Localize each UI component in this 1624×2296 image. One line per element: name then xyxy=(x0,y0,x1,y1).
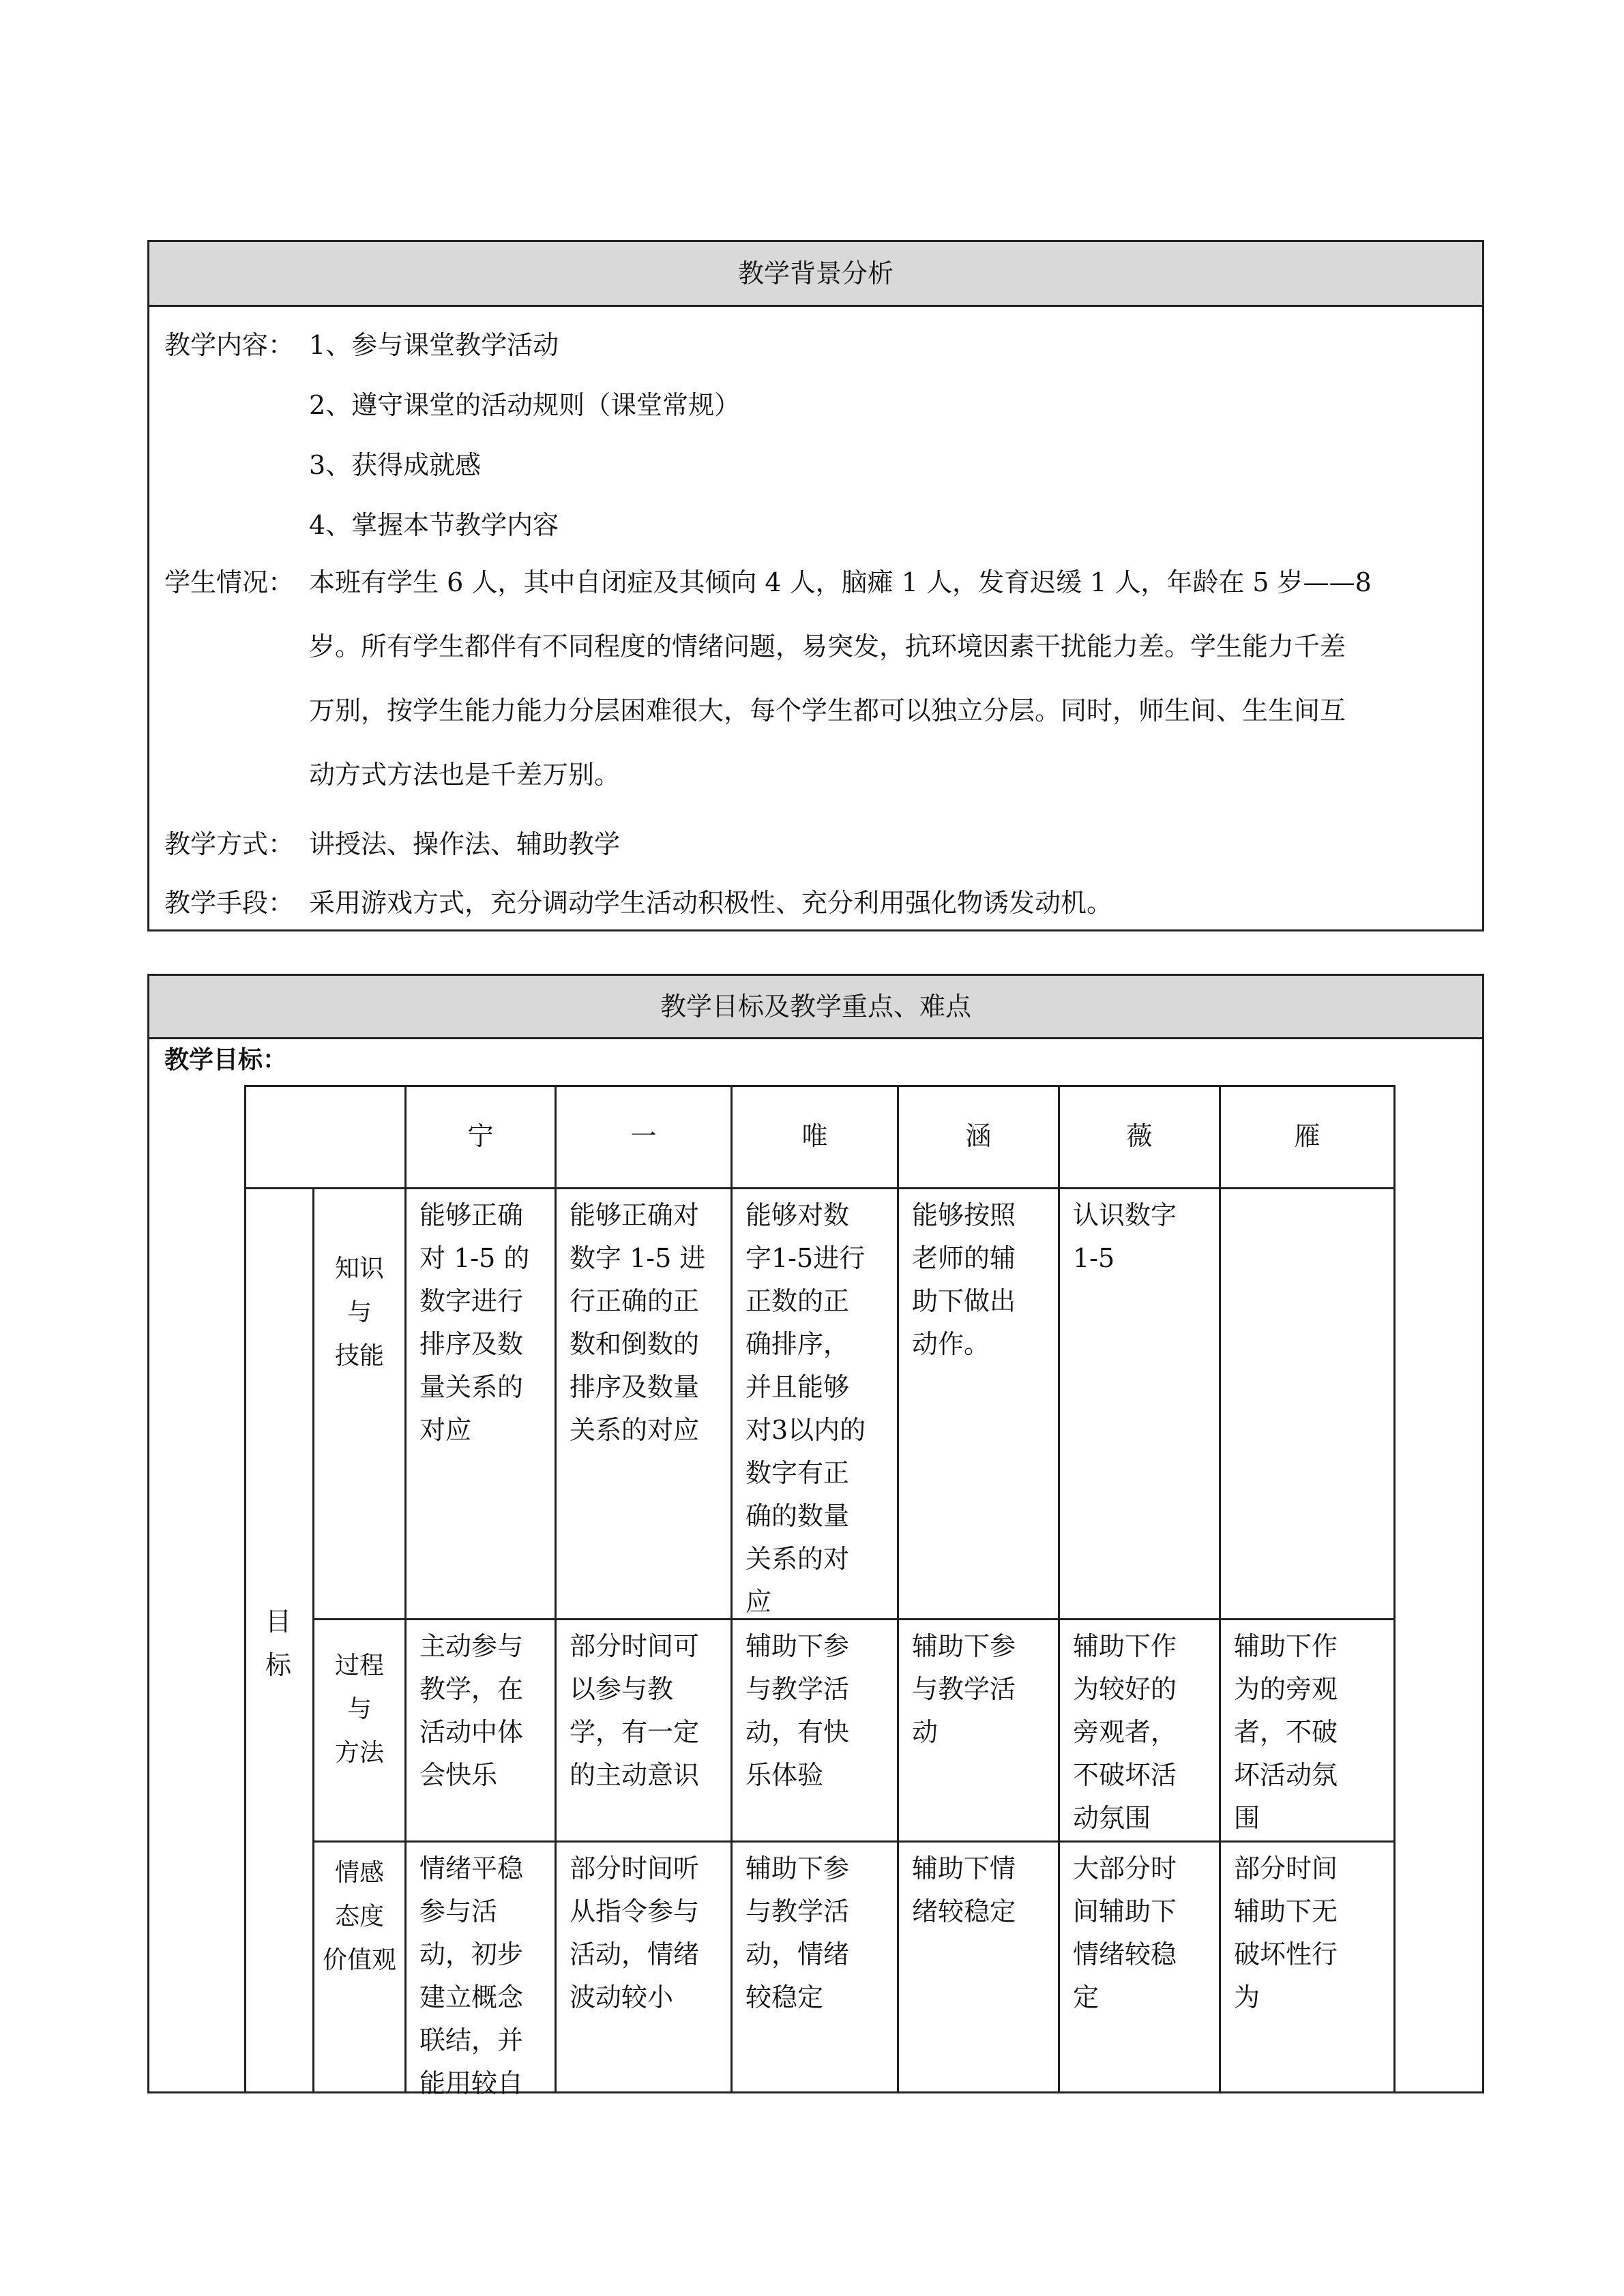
row-label: 与 xyxy=(346,1695,372,1723)
table-cell-line: 应 xyxy=(745,1587,772,1617)
table-cell-line: 数字进行 xyxy=(419,1286,524,1316)
table-cell-line: 关系的对 xyxy=(745,1544,850,1574)
table-cell-line: 动，有快 xyxy=(745,1717,850,1747)
objectives-table xyxy=(244,1085,1396,2098)
table-cell-line: 辅助下作 xyxy=(1234,1631,1338,1661)
means-text: 采用游戏方式，充分调动学生活动积极性、充分利用强化物诱发动机。 xyxy=(309,888,1113,918)
row-label: 技能 xyxy=(334,1342,384,1370)
table-cell-line: 波动较小 xyxy=(570,1982,674,2012)
students-line-3: 万别，按学生能力能力分层困难很大，每个学生都可以独立分层。同时，师生间、生生间互 xyxy=(309,696,1346,726)
table-cell-line: 主动参与 xyxy=(419,1631,524,1661)
content-item-2: 2、遵守课堂的活动规则（课堂常规） xyxy=(309,390,741,420)
table-cell-line: 以参与教 xyxy=(570,1674,674,1704)
means-label: 教学手段： xyxy=(164,888,295,918)
table-cell-line: 辅助下参 xyxy=(745,1631,850,1661)
table-cell-line: 乐体验 xyxy=(745,1760,824,1790)
table-cell-line: 能够正确 xyxy=(419,1200,524,1230)
objectives-section-title: 教学目标及教学重点、难点 xyxy=(149,976,1482,1039)
table-cell-line: 动氛围 xyxy=(1073,1803,1151,1833)
row-label: 价值观 xyxy=(322,1946,396,1974)
goal-label-2: 标 xyxy=(265,1650,291,1680)
table-cell-line: 并且能够 xyxy=(745,1372,850,1402)
table-cell-line: 动作。 xyxy=(912,1329,990,1359)
table-cell-line: 字1-5进行 xyxy=(745,1243,866,1273)
table-cell-line: 排序及数量 xyxy=(570,1372,700,1402)
table-cell-line: 活动，情绪 xyxy=(570,1939,700,1969)
table-cell-line: 情绪较稳 xyxy=(1073,1939,1177,1969)
table-cell-line: 辅助下无 xyxy=(1234,1896,1338,1926)
table-cell-line: 部分时间听 xyxy=(570,1853,700,1883)
table-cell-line: 参与活 xyxy=(419,1896,498,1926)
table-cell-line: 排序及数 xyxy=(419,1329,524,1359)
row-label: 方法 xyxy=(334,1739,384,1767)
background-analysis-section xyxy=(147,240,1484,931)
table-cell-line: 坏活动氛 xyxy=(1234,1760,1338,1790)
table-cell-line: 能够正确对 xyxy=(570,1200,700,1230)
table-cell-line: 情绪平稳 xyxy=(419,1853,524,1883)
table-cell-line: 能够按照 xyxy=(912,1200,1016,1230)
table-cell-line: 1-5 xyxy=(1073,1243,1115,1273)
table-line xyxy=(312,1840,1396,1843)
table-cell-line: 部分时间可 xyxy=(570,1631,700,1661)
table-cell-line: 对3以内的 xyxy=(745,1415,866,1445)
table-cell-line: 为较好的 xyxy=(1073,1674,1177,1704)
table-cell-line: 部分时间 xyxy=(1234,1853,1338,1883)
table-line xyxy=(897,1085,899,2091)
table-cell-line: 老师的辅 xyxy=(912,1243,1016,1273)
table-line xyxy=(555,1085,557,2091)
table-cell-line: 间辅助下 xyxy=(1073,1896,1177,1926)
table-cell-line: 建立概念 xyxy=(419,1982,524,2012)
goals-label: 教学目标： xyxy=(164,1046,288,1074)
table-cell-line: 不破坏活 xyxy=(1073,1760,1177,1790)
table-cell-line: 辅助下作 xyxy=(1073,1631,1177,1661)
content-label: 教学内容： xyxy=(164,330,295,360)
table-cell-line: 正数的正 xyxy=(745,1286,850,1316)
row-label: 态度 xyxy=(334,1903,384,1930)
method-label: 教学方式： xyxy=(164,829,295,859)
table-cell-line: 破坏性行 xyxy=(1234,1939,1338,1969)
table-line xyxy=(1393,1085,1396,2091)
table-cell-line: 为 xyxy=(1234,1982,1260,2012)
table-cell-line: 能够对数 xyxy=(745,1200,850,1230)
table-line xyxy=(730,1085,733,2091)
table-cell-line: 助下做出 xyxy=(912,1286,1016,1316)
table-line xyxy=(1058,1085,1060,2091)
table-cell-line: 的主动意识 xyxy=(570,1760,700,1790)
method-text: 讲授法、操作法、辅助教学 xyxy=(309,829,621,859)
student-header: 涵 xyxy=(965,1121,992,1151)
table-cell-line: 定 xyxy=(1073,1982,1099,2012)
student-header: 薇 xyxy=(1126,1121,1153,1151)
table-cell-line: 关系的对应 xyxy=(570,1415,700,1445)
student-header: 雁 xyxy=(1294,1121,1320,1151)
table-cell-line: 围 xyxy=(1234,1803,1260,1833)
content-item-4: 4、掌握本节教学内容 xyxy=(309,510,559,540)
students-line-4: 动方式方法也是千差万别。 xyxy=(309,760,621,790)
table-cell-line: 对应 xyxy=(419,1415,472,1445)
row-label: 情感 xyxy=(334,1859,384,1887)
table-cell-line: 动 xyxy=(912,1717,939,1747)
table-cell-line: 确排序， xyxy=(745,1329,850,1359)
table-cell-line: 能用较自 xyxy=(419,2068,524,2098)
table-cell-line: 旁观者， xyxy=(1073,1717,1177,1747)
table-cell-line: 辅助下情 xyxy=(912,1853,1016,1883)
background-section-title: 教学背景分析 xyxy=(149,242,1482,307)
students-line-1: 本班有学生 6 人，其中自闭症及其倾向 4 人，脑瘫 1 人，发育迟缓 1 人，年龄在 5 岁——8 xyxy=(309,567,1372,597)
table-cell-line: 与教学活 xyxy=(745,1896,850,1926)
goal-label-1: 目 xyxy=(265,1607,291,1637)
table-cell-line: 数字 1-5 进 xyxy=(570,1243,706,1273)
table-cell-line: 较稳定 xyxy=(745,1982,824,2012)
content-item-3: 3、获得成就感 xyxy=(309,450,482,480)
table-cell-line: 为的旁观 xyxy=(1234,1674,1338,1704)
table-cell-line: 对 1-5 的 xyxy=(419,1243,530,1273)
table-cell-line: 活动中体 xyxy=(419,1717,524,1747)
table-cell-line: 数字有正 xyxy=(745,1458,850,1488)
student-header: 唯 xyxy=(801,1121,828,1151)
table-line xyxy=(244,1187,1396,1189)
table-line xyxy=(404,1085,407,2091)
student-header: 宁 xyxy=(467,1121,494,1151)
table-cell-line: 动，情绪 xyxy=(745,1939,850,1969)
table-cell-line: 学，有一定 xyxy=(570,1717,700,1747)
table-cell-line: 辅助下参 xyxy=(745,1853,850,1883)
table-cell-line: 与教学活 xyxy=(912,1674,1016,1704)
student-header: 一 xyxy=(630,1121,657,1151)
table-cell-line: 与教学活 xyxy=(745,1674,850,1704)
table-cell-line: 教学，在 xyxy=(419,1674,524,1704)
table-cell-line: 会快乐 xyxy=(419,1760,498,1790)
row-label: 知识 xyxy=(334,1255,384,1283)
table-line xyxy=(244,1085,246,2091)
content-item-1: 1、参与课堂教学活动 xyxy=(309,330,559,360)
table-cell-line: 联结，并 xyxy=(419,2025,524,2055)
table-cell-line: 量关系的 xyxy=(419,1372,524,1402)
table-line xyxy=(312,1618,1396,1620)
table-cell-line: 者，不破 xyxy=(1234,1717,1338,1747)
table-cell-line: 动，初步 xyxy=(419,1939,524,1969)
table-cell-line: 大部分时 xyxy=(1073,1853,1177,1883)
row-label: 过程 xyxy=(334,1652,384,1680)
table-line xyxy=(1219,1085,1221,2091)
objectives-section xyxy=(147,974,1484,2098)
students-line-2: 岁。所有学生都伴有不同程度的情绪问题，易突发，抗环境因素干扰能力差。学生能力千差 xyxy=(309,631,1346,661)
table-cell-line: 认识数字 xyxy=(1073,1200,1177,1230)
students-label: 学生情况： xyxy=(164,567,295,597)
row-label: 与 xyxy=(346,1298,372,1326)
table-cell-line: 绪较稳定 xyxy=(912,1896,1016,1926)
table-cell-line: 确的数量 xyxy=(745,1501,850,1531)
table-cell-line: 辅助下参 xyxy=(912,1631,1016,1661)
table-cell-line: 数和倒数的 xyxy=(570,1329,700,1359)
table-cell-line: 从指令参与 xyxy=(570,1896,700,1926)
table-cell-line: 行正确的正 xyxy=(570,1286,700,1316)
